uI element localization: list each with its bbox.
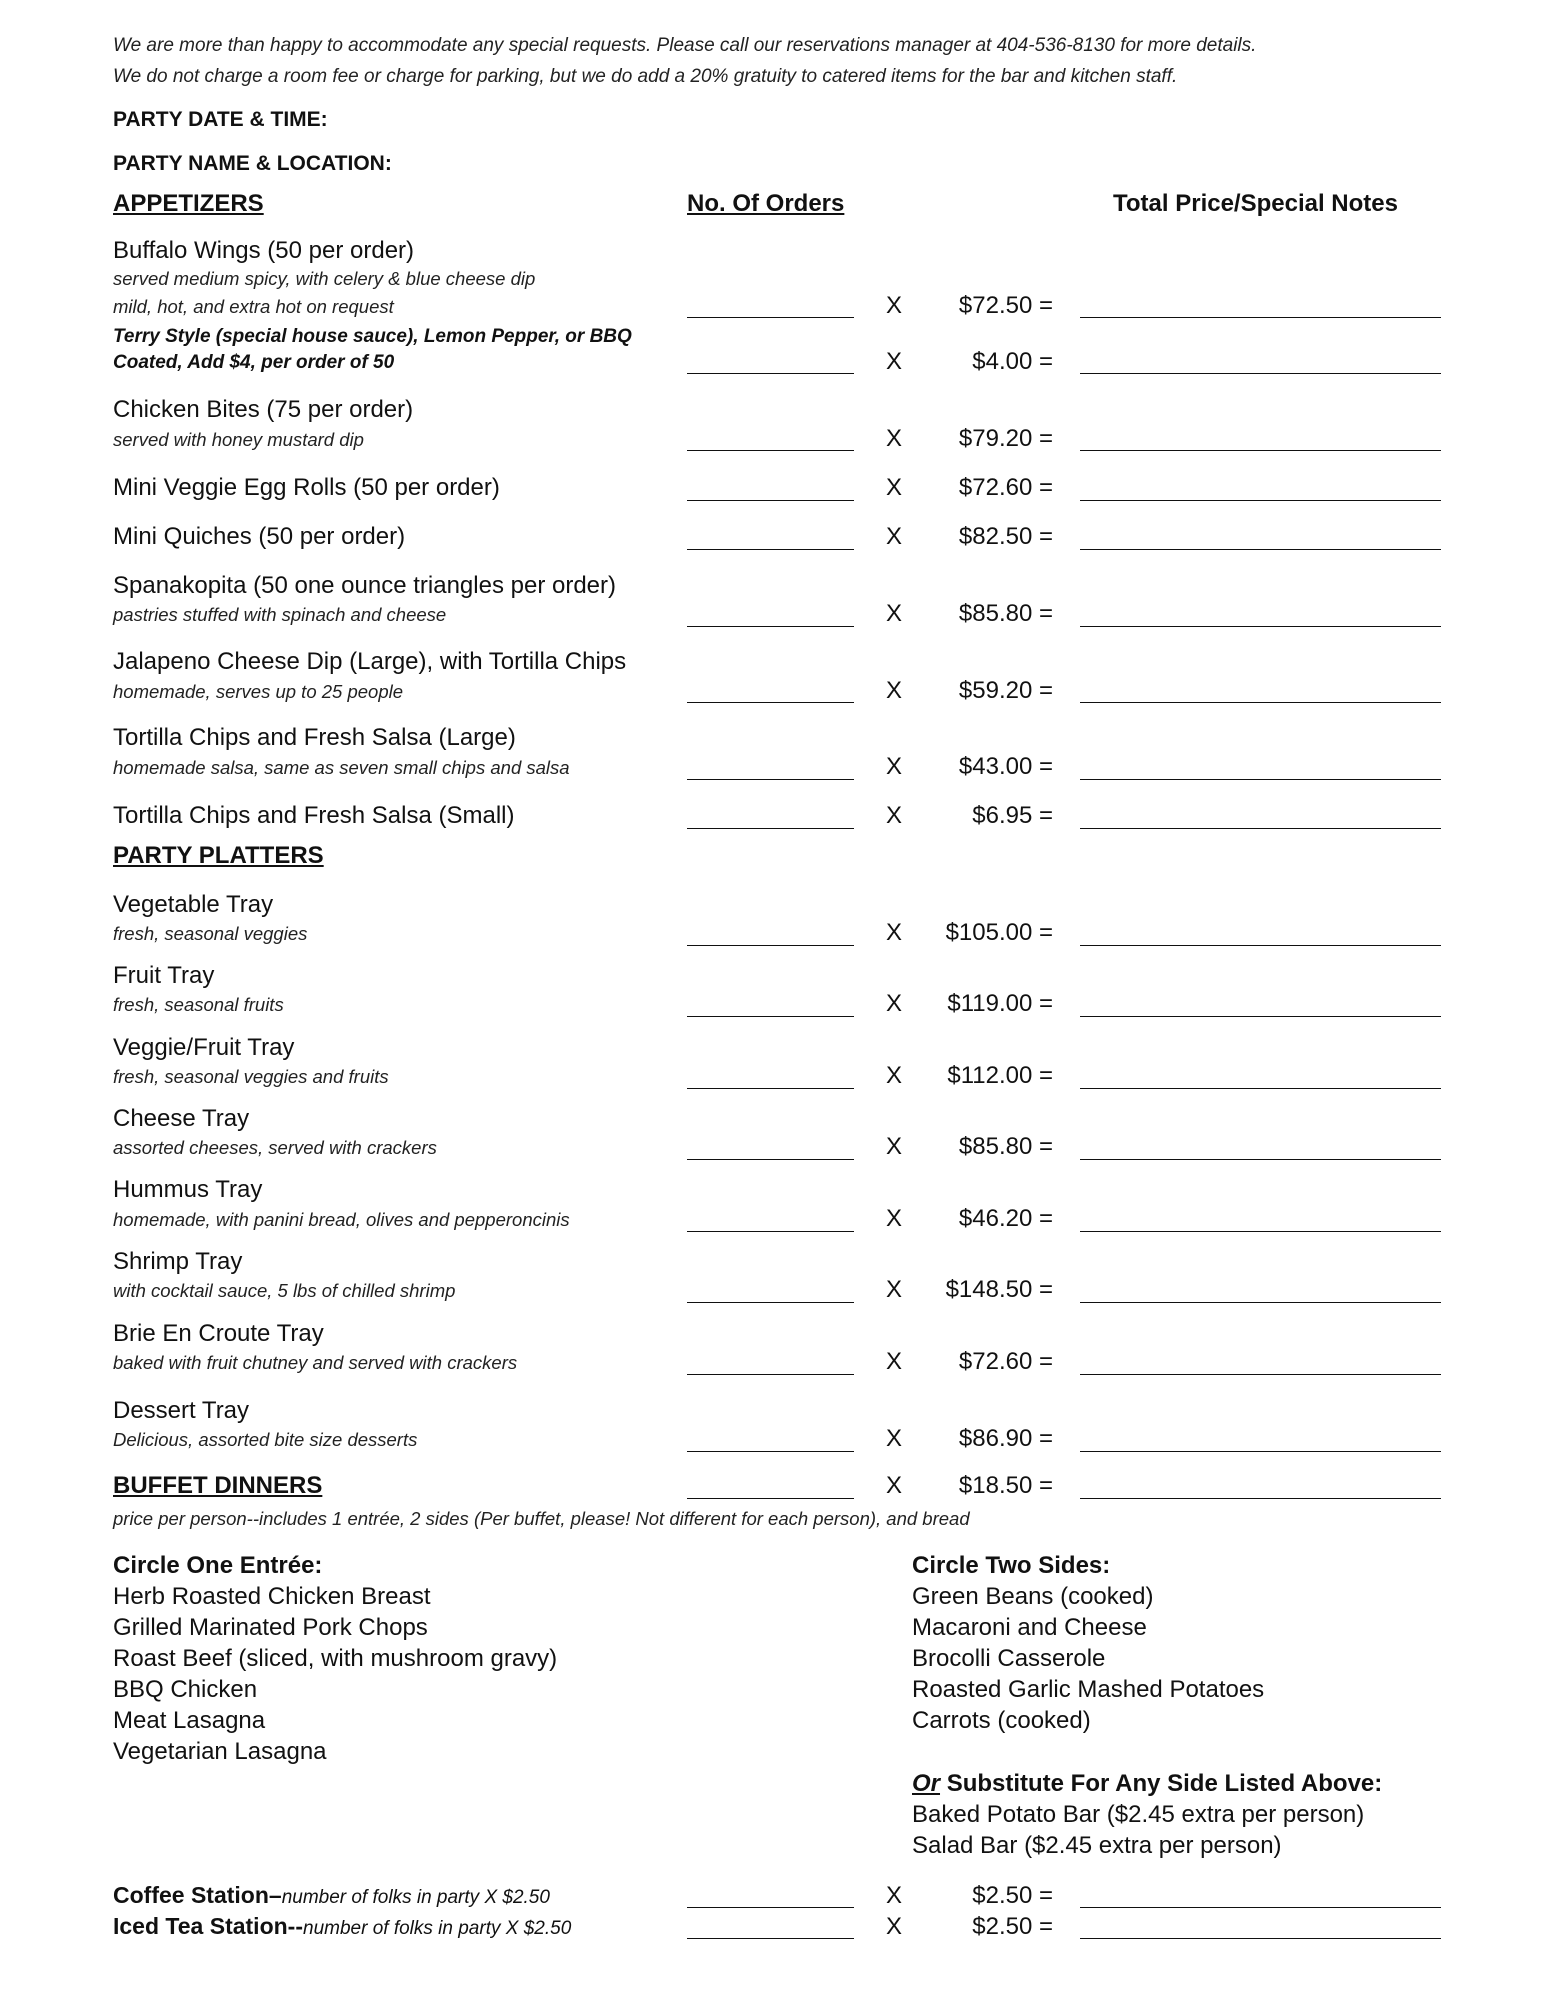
entree-option[interactable]: Meat Lasagna	[113, 1707, 266, 1734]
entree-option[interactable]: Grilled Marinated Pork Chops	[113, 1614, 428, 1641]
total-input-line[interactable]	[1080, 1302, 1441, 1303]
times-symbol: X	[885, 1882, 902, 1909]
total-input-line[interactable]	[1080, 373, 1441, 374]
side-option[interactable]: Brocolli Casserole	[912, 1645, 1106, 1672]
item-description: homemade salsa, same as seven small chips and salsa	[113, 757, 570, 778]
orders-input-line[interactable]	[687, 549, 854, 550]
substitute-option[interactable]: Baked Potato Bar ($2.45 extra per person)	[912, 1801, 1365, 1828]
times-symbol: X	[885, 1062, 902, 1089]
intro-line-2: We do not charge a room fee or charge for parking, but we do add a 20% gratuity to catered items for the bar and kitchen staff.	[113, 66, 1178, 87]
item-description: Delicious, assorted bite size desserts	[113, 1429, 418, 1450]
total-input-line[interactable]	[1080, 549, 1441, 550]
times-symbol: X	[885, 474, 902, 501]
side-option[interactable]: Roasted Garlic Mashed Potatoes	[912, 1676, 1265, 1703]
orders-input-line[interactable]	[687, 1159, 854, 1160]
item-description: mild, hot, and extra hot on request	[113, 296, 394, 317]
entree-option[interactable]: Herb Roasted Chicken Breast	[113, 1583, 431, 1610]
item-price: $2.50 =	[972, 1882, 1053, 1909]
item-name: Tortilla Chips and Fresh Salsa (Large)	[113, 724, 516, 751]
total-input-line[interactable]	[1080, 1498, 1441, 1499]
orders-column-heading: No. Of Orders	[687, 190, 845, 217]
item-description: fresh, seasonal veggies and fruits	[113, 1066, 389, 1087]
side-option[interactable]: Macaroni and Cheese	[912, 1614, 1147, 1641]
item-description: pastries stuffed with spinach and cheese	[113, 604, 447, 625]
party-name-location-label: PARTY NAME & LOCATION:	[113, 152, 392, 175]
total-input-line[interactable]	[1080, 1159, 1441, 1160]
beverage-description: number of folks in party X $2.50	[303, 1918, 572, 1939]
item-name: Brie En Croute Tray	[113, 1320, 324, 1347]
item-price: $112.00 =	[947, 1062, 1053, 1089]
item-description: served with honey mustard dip	[113, 429, 364, 450]
total-input-line[interactable]	[1080, 1016, 1441, 1017]
appetizers-heading: APPETIZERS	[113, 190, 264, 217]
item-price: $43.00 =	[958, 753, 1053, 780]
beverage-separator: --	[287, 1913, 303, 1939]
item-price: $4.00 =	[972, 348, 1053, 375]
item-price: $148.50 =	[945, 1276, 1053, 1303]
entree-option[interactable]: Vegetarian Lasagna	[113, 1738, 327, 1765]
orders-input-line[interactable]	[687, 373, 854, 374]
sides-heading: Circle Two Sides:	[912, 1552, 1111, 1579]
times-symbol: X	[885, 802, 902, 829]
total-column-heading: Total Price/Special Notes	[1113, 190, 1398, 217]
item-price: $18.50 =	[958, 1472, 1053, 1499]
item-price: $59.20 =	[958, 677, 1053, 704]
item-description: with cocktail sauce, 5 lbs of chilled shrimp	[113, 1280, 456, 1301]
orders-input-line[interactable]	[687, 317, 854, 318]
times-symbol: X	[885, 1425, 902, 1452]
item-description: fresh, seasonal veggies	[113, 923, 308, 944]
orders-input-line[interactable]	[687, 450, 854, 451]
orders-input-line[interactable]	[687, 702, 854, 703]
item-name: Cheese Tray	[113, 1105, 250, 1132]
orders-input-line[interactable]	[687, 779, 854, 780]
item-price: $46.20 =	[958, 1205, 1053, 1232]
orders-input-line[interactable]	[687, 1938, 854, 1939]
total-input-line[interactable]	[1080, 626, 1441, 627]
intro-line-1: We are more than happy to accommodate any special requests. Please call our reservations manager at 404-536-8130 for more details.	[113, 35, 1257, 56]
coffee-station-label	[113, 1882, 550, 1909]
times-symbol: X	[885, 1133, 902, 1160]
side-option[interactable]: Green Beans (cooked)	[912, 1583, 1154, 1610]
orders-input-line[interactable]	[687, 1374, 854, 1375]
substitute-heading	[912, 1770, 1382, 1798]
item-description: served medium spicy, with celery & blue cheese dip	[113, 268, 536, 289]
total-input-line[interactable]	[1080, 1938, 1441, 1939]
item-price: $85.80 =	[958, 600, 1053, 627]
beverage-description: number of folks in party X $2.50	[281, 1887, 550, 1908]
orders-input-line[interactable]	[687, 500, 854, 501]
buffet-note: price per person--includes 1 entrée, 2 sides (Per buffet, please! Not different for each person), and bread	[113, 1508, 970, 1529]
total-input-line[interactable]	[1080, 945, 1441, 946]
orders-input-line[interactable]	[687, 945, 854, 946]
orders-input-line[interactable]	[687, 1088, 854, 1089]
item-price: $72.60 =	[958, 1348, 1053, 1375]
item-name: Shrimp Tray	[113, 1248, 243, 1275]
times-symbol: X	[885, 919, 902, 946]
item-price: $72.60 =	[958, 474, 1053, 501]
orders-input-line[interactable]	[687, 1231, 854, 1232]
item-name: Buffalo Wings (50 per order)	[113, 237, 415, 264]
times-symbol: X	[885, 425, 902, 452]
times-symbol: X	[885, 1276, 902, 1303]
total-input-line[interactable]	[1080, 702, 1441, 703]
total-input-line[interactable]	[1080, 500, 1441, 501]
substitute-option[interactable]: Salad Bar ($2.45 extra per person)	[912, 1832, 1282, 1859]
substitute-heading-text: Substitute For Any Side Listed Above:	[946, 1770, 1383, 1797]
item-description: fresh, seasonal fruits	[113, 994, 284, 1015]
item-name: Fruit Tray	[113, 962, 215, 989]
total-input-line[interactable]	[1080, 317, 1441, 318]
item-name: Veggie/Fruit Tray	[113, 1034, 295, 1061]
party-platters-heading: PARTY PLATTERS	[113, 842, 324, 869]
item-price: $85.80 =	[958, 1133, 1053, 1160]
side-option[interactable]: Carrots (cooked)	[912, 1707, 1091, 1734]
item-price: $72.50 =	[958, 292, 1053, 319]
buffet-dinners-heading: BUFFET DINNERS	[113, 1472, 323, 1499]
times-symbol: X	[885, 292, 902, 319]
orders-input-line[interactable]	[687, 1016, 854, 1017]
item-name: Tortilla Chips and Fresh Salsa (Small)	[113, 802, 515, 829]
item-description: assorted cheeses, served with crackers	[113, 1137, 437, 1158]
times-symbol: X	[885, 1913, 902, 1940]
item-price: $6.95 =	[972, 802, 1053, 829]
entree-option[interactable]: BBQ Chicken	[113, 1676, 258, 1703]
times-symbol: X	[885, 677, 902, 704]
iced-tea-station-label	[113, 1913, 571, 1940]
times-symbol: X	[885, 1348, 902, 1375]
item-name: Jalapeno Cheese Dip (Large), with Tortilla Chips	[113, 648, 627, 675]
beverage-separator: –	[268, 1882, 282, 1908]
item-option-text: Terry Style (special house sauce), Lemon Pepper, or BBQ	[113, 326, 632, 347]
times-symbol: X	[885, 523, 902, 550]
times-symbol: X	[885, 990, 902, 1017]
item-price: $79.20 =	[958, 425, 1053, 452]
orders-input-line[interactable]	[687, 1302, 854, 1303]
item-name: Mini Quiches (50 per order)	[113, 523, 406, 550]
orders-input-line[interactable]	[687, 1907, 854, 1908]
item-name: Spanakopita (50 one ounce triangles per order)	[113, 572, 616, 599]
item-description: baked with fruit chutney and served with crackers	[113, 1352, 518, 1373]
orders-input-line[interactable]	[687, 828, 854, 829]
total-input-line[interactable]	[1080, 828, 1441, 829]
item-name: Dessert Tray	[113, 1397, 250, 1424]
times-symbol: X	[885, 600, 902, 627]
total-input-line[interactable]	[1080, 1374, 1441, 1375]
item-description: homemade, with panini bread, olives and pepperoncinis	[113, 1209, 570, 1230]
entree-option[interactable]: Roast Beef (sliced, with mushroom gravy)	[113, 1645, 558, 1672]
times-symbol: X	[885, 1472, 902, 1499]
item-price: $86.90 =	[958, 1425, 1053, 1452]
total-input-line[interactable]	[1080, 450, 1441, 451]
entree-heading: Circle One Entrée:	[113, 1552, 323, 1579]
orders-input-line[interactable]	[687, 1498, 854, 1499]
total-input-line[interactable]	[1080, 1088, 1441, 1089]
item-description: homemade, serves up to 25 people	[113, 681, 404, 702]
item-name: Chicken Bites (75 per order)	[113, 396, 414, 423]
item-price: $105.00 =	[945, 919, 1053, 946]
item-name: Vegetable Tray	[113, 891, 274, 918]
total-input-line[interactable]	[1080, 1907, 1441, 1908]
item-price: $119.00 =	[947, 990, 1053, 1017]
item-option-text: Coated, Add $4, per order of 50	[113, 352, 395, 373]
party-date-time-label: PARTY DATE & TIME:	[113, 108, 328, 131]
times-symbol: X	[885, 753, 902, 780]
times-symbol: X	[885, 1205, 902, 1232]
item-price: $2.50 =	[972, 1913, 1053, 1940]
beverage-name: Iced Tea Station	[113, 1913, 288, 1939]
orders-input-line[interactable]	[687, 626, 854, 627]
total-input-line[interactable]	[1080, 1231, 1441, 1232]
beverage-name: Coffee Station	[113, 1882, 269, 1908]
item-name: Hummus Tray	[113, 1176, 263, 1203]
orders-input-line[interactable]	[687, 1451, 854, 1452]
times-symbol: X	[885, 348, 902, 375]
total-input-line[interactable]	[1080, 779, 1441, 780]
total-input-line[interactable]	[1080, 1451, 1441, 1452]
substitute-or: Or	[912, 1770, 941, 1797]
item-price: $82.50 =	[958, 523, 1053, 550]
item-name: Mini Veggie Egg Rolls (50 per order)	[113, 474, 500, 501]
